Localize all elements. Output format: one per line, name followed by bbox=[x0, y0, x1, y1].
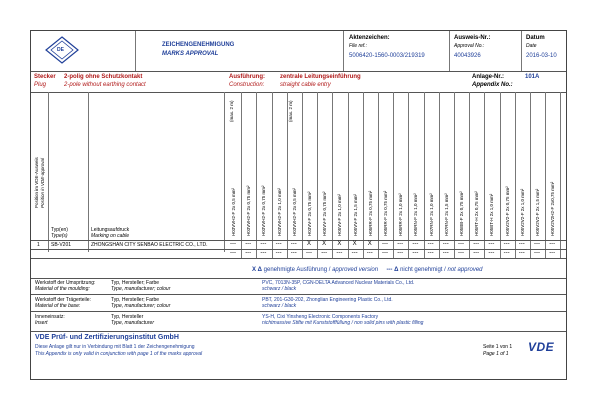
type-header-en: Type(s) bbox=[51, 233, 68, 239]
approval-mark: --- bbox=[473, 241, 480, 247]
date-label-de: Datum bbox=[526, 35, 545, 41]
construction-label-de: Ausführung: bbox=[229, 74, 265, 80]
approval-mark-extra: --- bbox=[534, 250, 540, 256]
material-value: PBT, 201-G30-202, Zhonglian Engineering Plastic Co., Ltd. bbox=[262, 297, 393, 303]
vde-logo bbox=[45, 36, 79, 64]
page-number-en: Page 1 of 1 bbox=[483, 351, 509, 357]
approval-mark-extra: --- bbox=[260, 250, 267, 256]
not-approved-symbol: --- Δ bbox=[386, 267, 399, 273]
material-type-en: Type, manufacturer; colour bbox=[111, 286, 171, 292]
appendix-value: 101A bbox=[525, 74, 540, 80]
cable-column-header: H03VV-F 2x 0,75 mm² bbox=[307, 191, 312, 236]
material-label-en: Insert bbox=[35, 320, 48, 326]
construction-label-en: Construction: bbox=[229, 82, 265, 88]
approval-table bbox=[31, 92, 566, 262]
approval-mark: --- bbox=[230, 241, 236, 247]
row-type: SB-V201 bbox=[51, 242, 72, 248]
max-length-label-2: (max. 2 m) bbox=[288, 100, 293, 122]
cable-column-header: H03VVH2-F 2x 0,5 mm² bbox=[291, 187, 297, 236]
approval-mark: --- bbox=[503, 241, 510, 247]
cable-column-header: H05RR-F 2x 0,75 mm² bbox=[383, 190, 388, 236]
approval-mark: --- bbox=[458, 241, 464, 247]
material-value-2: nichtmassive Stifte mit Kunststofffüllung / non solid pins with plastic filling bbox=[262, 320, 424, 326]
footer-note-de: Diese Anlage gilt nur in Verbindung mit Blatt 1 der Zeichengenehmigung bbox=[35, 344, 195, 350]
approval-mark-extra: --- bbox=[336, 250, 343, 256]
cable-column-header: H05RT-H 2x 0,75 mm² bbox=[474, 191, 480, 236]
approval-mark-extra: --- bbox=[458, 250, 464, 256]
institute-name: VDE Prüf- und Zertifizierungsinstitut GmbH bbox=[35, 334, 179, 341]
approval-mark: --- bbox=[488, 241, 495, 247]
date-label-en: Date bbox=[526, 43, 537, 49]
not-approved-de: nicht genehmigt bbox=[400, 267, 443, 273]
cable-column-header: H05RR-F 2x 0,75 mm² bbox=[367, 190, 373, 236]
approval-mark: --- bbox=[397, 241, 404, 247]
material-label-en: Material of the base: bbox=[35, 303, 81, 309]
approval-mark-extra: --- bbox=[503, 250, 510, 256]
cable-column-header: H05VV-F 2x 1,5 mm² bbox=[352, 193, 358, 236]
vde-footer-logo: VDE bbox=[528, 340, 555, 354]
vde-logo-text: DE bbox=[57, 47, 64, 53]
construction-value-de: zentrale Leitungseinführung bbox=[280, 74, 361, 80]
cable-column-header: H05V2V2-F 2x 1,5 mm² bbox=[535, 188, 540, 236]
date-value: 2016-03-10 bbox=[526, 53, 557, 59]
approval-mark: --- bbox=[382, 241, 388, 247]
approval-mark: X bbox=[367, 241, 372, 247]
approval-mark: X bbox=[322, 241, 327, 247]
document-frame bbox=[30, 30, 567, 380]
cable-column-header: H05RR-F 2x 1,0 mm² bbox=[398, 193, 404, 236]
legend: X Δ genehmigte Ausführung / approved version --- Δ nicht genehmigt / not approved bbox=[252, 267, 483, 273]
approval-mark: --- bbox=[260, 241, 267, 247]
row-position: 1 bbox=[37, 242, 40, 248]
approval-no-value: 40043926 bbox=[454, 53, 481, 59]
approval-mark-extra: --- bbox=[351, 250, 358, 256]
material-value-2: schwarz / black bbox=[262, 303, 297, 309]
position-header-de: Position im VDE-Ausweis bbox=[34, 157, 39, 208]
approval-mark: --- bbox=[275, 241, 282, 247]
approval-mark-extra: --- bbox=[382, 250, 388, 256]
material-label-en: Material of the moulding: bbox=[35, 286, 90, 292]
approval-mark-extra: --- bbox=[488, 250, 495, 256]
marking-header-en: Marking on cable bbox=[91, 233, 130, 239]
appendix-label-en: Appendix No.: bbox=[472, 82, 513, 88]
cable-column-header: H05VV-F 2x 0,75 mm² bbox=[322, 191, 328, 236]
approval-no-label-en: Approval No.: bbox=[454, 43, 485, 49]
cable-column-header: H03VVH2-F 2x 0,5 mm² bbox=[231, 187, 236, 236]
material-value: YS-H, Cixi Yinsheng Electronic Components Factory bbox=[262, 314, 379, 320]
material-label-de: Werkstoff der Umspritzung: bbox=[35, 280, 96, 286]
max-length-label-1: (max. 2 m) bbox=[229, 100, 234, 122]
material-label-de: Inneneinsatz: bbox=[35, 314, 65, 320]
approval-mark-extra: --- bbox=[397, 250, 404, 256]
plug-label-de: Stecker bbox=[34, 74, 56, 80]
approval-mark: X bbox=[306, 241, 311, 247]
cable-column-header: H07RN-F 2x 1,0 mm² bbox=[428, 193, 434, 236]
cable-column-header: H05RN-F 2x 1,0 mm² bbox=[413, 193, 419, 236]
approval-no-label-de: Ausweis-Nr.: bbox=[454, 35, 491, 41]
cable-column-header: H07RN-F 2x 1,5 mm² bbox=[443, 193, 449, 236]
approval-mark-extra: --- bbox=[549, 250, 556, 256]
approval-mark-extra: --- bbox=[245, 250, 252, 256]
material-type-en: Type, manufacturer; colour bbox=[111, 303, 171, 309]
file-ref-label-de: Aktenzeichen: bbox=[349, 35, 390, 41]
title-de: ZEICHENGENEHMIGUNG bbox=[162, 42, 235, 48]
approval-mark: --- bbox=[534, 241, 540, 247]
footer-note-en: This Appendix is only valid in conjunction with page 1 of the marks approval bbox=[35, 351, 203, 357]
cable-column-header: H03VVH2-F 2x 1,0 mm² bbox=[276, 187, 282, 236]
approval-mark-extra: --- bbox=[518, 250, 525, 256]
material-label-de: Werkstoff der Trägerteile: bbox=[35, 297, 91, 303]
cable-column-header: H05V2V2-F 2x 0,75 mm² bbox=[504, 186, 510, 236]
approval-mark-extra: --- bbox=[275, 250, 282, 256]
cable-column-header: H03VVH2-F 2x 0,75 mm² bbox=[261, 185, 267, 236]
material-type-de: Typ, Hersteller; Farbe bbox=[111, 280, 160, 286]
approval-mark: --- bbox=[442, 241, 449, 247]
not-approved-en: not approved bbox=[447, 267, 483, 273]
plug-value-de: 2-polig ohne Schutzkontakt bbox=[64, 74, 143, 80]
approval-mark: --- bbox=[427, 241, 434, 247]
approval-mark: --- bbox=[290, 241, 297, 247]
cable-column-header: H05BB-F 2x 0,75 mm² bbox=[459, 191, 464, 236]
material-value-2: schwarz / black bbox=[262, 286, 297, 292]
approval-mark-extra: --- bbox=[442, 250, 449, 256]
material-type-en: Type, manufacturer bbox=[111, 320, 154, 326]
type-header-de: Typ(en) bbox=[51, 227, 68, 233]
approval-mark: --- bbox=[549, 241, 556, 247]
material-type-de: Typ, Hersteller bbox=[111, 314, 144, 320]
approval-mark: X bbox=[337, 241, 342, 247]
approval-mark-extra: --- bbox=[230, 250, 236, 256]
approval-mark-extra: --- bbox=[321, 250, 328, 256]
cable-column-header: H05BT-H 2x 1,0 mm² bbox=[489, 193, 495, 236]
approval-mark-extra: --- bbox=[427, 250, 434, 256]
approval-mark: --- bbox=[518, 241, 525, 247]
plug-value-en: 2-pole without earthing contact bbox=[64, 82, 146, 88]
approval-mark: --- bbox=[412, 241, 419, 247]
approval-mark-extra: --- bbox=[366, 250, 373, 256]
appendix-label-de: Anlage-Nr.: bbox=[472, 74, 505, 80]
material-value: PVC, 7013N-35P, CGN-DELTA Advanced Nuclear Materials Co., Ltd. bbox=[262, 280, 415, 286]
marking-header-de: Leitungsaufdruck bbox=[91, 227, 130, 233]
cable-column-header: H05V2V2H2-F 2x0,75 mm² bbox=[550, 181, 556, 236]
cable-column-header: H05V2V2-F 2x 1,0 mm² bbox=[519, 188, 525, 236]
approval-mark-extra: --- bbox=[412, 250, 419, 256]
cable-column-header: H05VV-F 2x 1,0 mm² bbox=[337, 193, 343, 236]
approval-mark: --- bbox=[245, 241, 252, 247]
file-ref-value: 5006420-1560-0003/219319 bbox=[349, 53, 425, 59]
approval-mark-extra: --- bbox=[473, 250, 480, 256]
approval-mark-extra: --- bbox=[306, 250, 312, 256]
approved-en: approved version bbox=[332, 267, 379, 273]
construction-value-en: straight cable entry bbox=[280, 82, 331, 88]
approved-de: genehmigte Ausführung bbox=[263, 267, 328, 273]
approval-mark-extra: --- bbox=[290, 250, 297, 256]
file-ref-label-en: File ref.: bbox=[349, 43, 368, 49]
material-type-de: Typ, Hersteller; Farbe bbox=[111, 297, 160, 303]
row-marking: ZHONGSHAN CITY SENBAO ELECTRIC CO., LTD. bbox=[91, 242, 208, 248]
page-number-de: Seite 1 von 1 bbox=[483, 344, 513, 350]
cable-column-header: H03VVH2-F 2x 0,75 mm² bbox=[246, 185, 252, 236]
approved-symbol: X Δ bbox=[252, 267, 262, 273]
title-en: MARKS APPROVAL bbox=[162, 51, 219, 57]
position-header-en: Position in VDE-approval bbox=[40, 157, 45, 208]
approval-mark: X bbox=[352, 241, 357, 247]
plug-label-en: Plug bbox=[34, 82, 47, 88]
